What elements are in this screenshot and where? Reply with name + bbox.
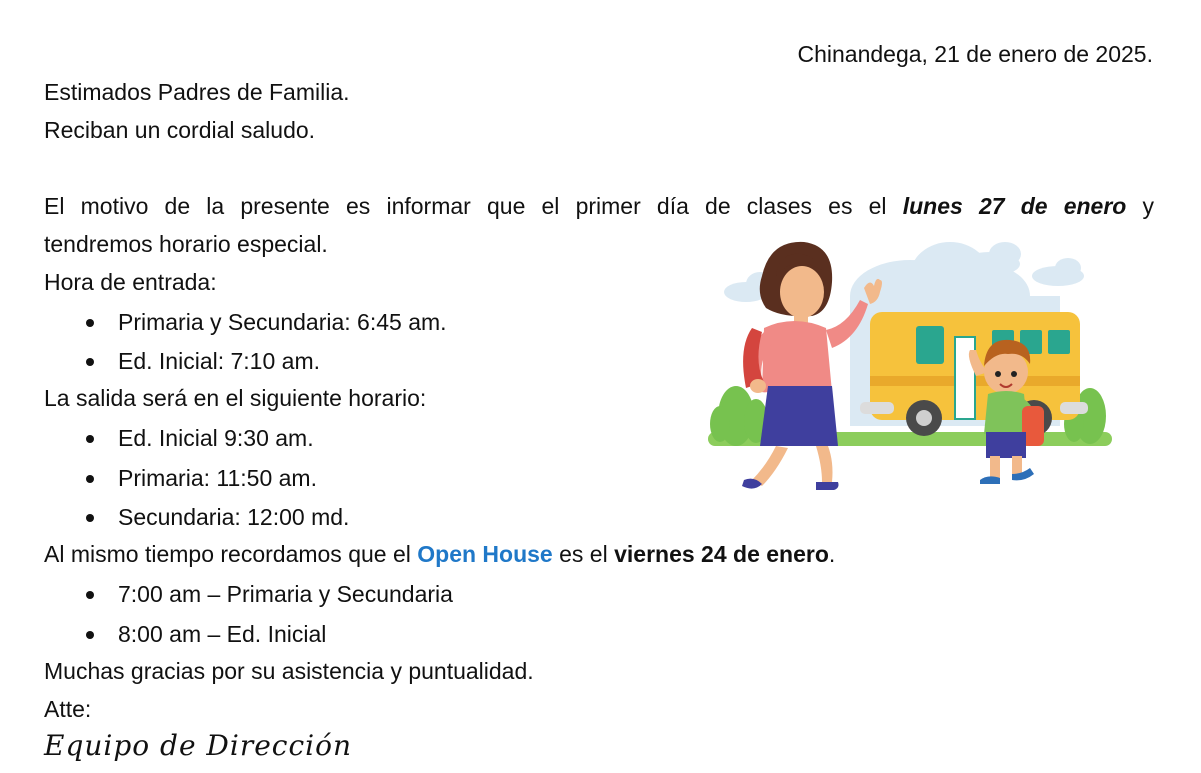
atte-line: Atte: [44,696,92,722]
open-house-text-2: es el [559,541,608,567]
first-day-date: lunes 27 de enero [902,193,1127,219]
intro-text-part-1: El motivo de la presente es informar que el primer día de clases es el [44,193,887,219]
bullet-icon [86,358,94,366]
open-house-item-text: 7:00 am – Primaria y Secundaria [118,581,453,607]
entrada-heading: Hora de entrada: [44,269,217,295]
intro-text-part-2: y [1142,193,1154,219]
intro-paragraph-line-1 [44,192,1154,220]
open-house-label: Open House [417,541,553,567]
bullet-icon [86,475,94,483]
bullet-icon [86,435,94,443]
intro-paragraph-line-2: tendremos horario especial. [44,231,328,257]
salida-item-text: Primaria: 11:50 am. [118,465,317,491]
thanks-line: Muchas gracias por su asistencia y puntualidad. [44,658,534,684]
date-line: Chinandega, 21 de enero de 2025. [797,41,1153,67]
bullet-icon [86,514,94,522]
open-house-line [44,540,835,568]
school-bus-icon [860,312,1088,436]
open-house-text-1: Al mismo tiempo recordamos que el [44,541,411,567]
bullet-icon [86,631,94,639]
greeting-line-1: Estimados Padres de Familia. [44,79,350,105]
salida-item-text: Ed. Inicial 9:30 am. [118,425,314,451]
open-house-period: . [828,541,836,567]
greeting-line-2: Reciban un cordial saludo. [44,117,316,143]
salida-heading: La salida será en el siguiente horario: [44,385,427,411]
salida-item-text: Secundaria: 12:00 md. [118,504,350,530]
bullet-icon [86,319,94,327]
bullet-icon [86,591,94,599]
teacher-student-school-bus-illustration [700,236,1120,498]
entrada-item-text: Primaria y Secundaria: 6:45 am. [118,309,447,335]
entrada-item-text: Ed. Inicial: 7:10 am. [118,348,320,374]
open-house-item-text: 8:00 am – Ed. Inicial [118,621,327,647]
open-house-date: viernes 24 de enero [614,541,829,567]
signature: Equipo de Dirección [44,729,352,762]
